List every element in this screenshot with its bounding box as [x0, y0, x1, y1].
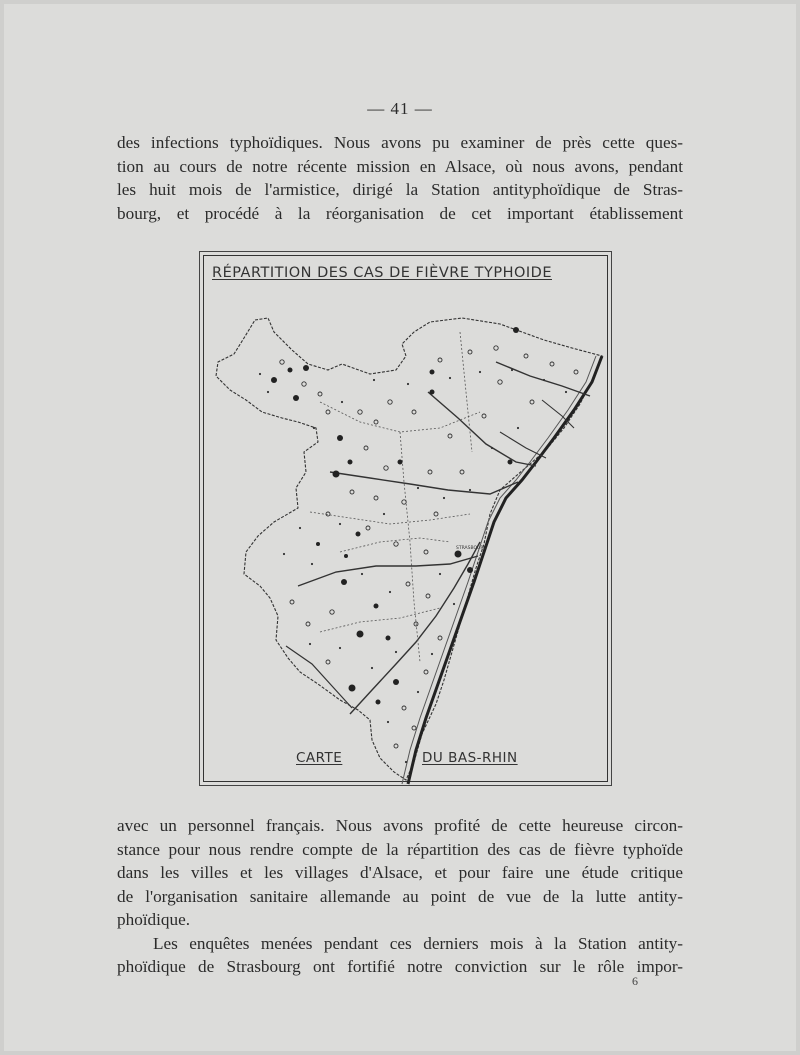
text-line: dans les villes et les villages d'Alsace, et pour faire une étude critique [117, 863, 683, 882]
text-line: tion au cours de notre récente mission en Alsace, où nous avons, pendant [117, 156, 683, 176]
river-ill [350, 542, 480, 714]
region-outline [216, 318, 602, 780]
text-line: Les enquêtes menées pendant ces derniers mois à la Station antity- [153, 933, 683, 953]
text-line: phoïdique. [117, 910, 191, 929]
text-line: phoïdique de Strasbourg ont fortifié notre conviction sur le rôle impor- [117, 957, 683, 976]
map-label-carte: CARTE [296, 750, 343, 766]
rhine-river [408, 356, 602, 784]
text-line: stance pour nous rendre compte de la répartition des cas de fièvre typhoïde [117, 839, 683, 859]
river-moder [428, 392, 536, 466]
paragraph-intro [117, 131, 683, 225]
river-lauter [496, 362, 590, 396]
text-line: avec un personnel français. Nous avons profité de cette heureuse circon- [117, 816, 683, 835]
river-bruche [298, 556, 478, 586]
river-zorn [330, 472, 518, 494]
page-number: — 41 — [367, 99, 433, 118]
text-line: de l'organisation sanitaire allemande au point de vue de la lutte antity- [117, 886, 683, 906]
city-label-strasbourg: STRASBOURG [456, 546, 487, 551]
text-line: bourg, et procédé à la réorganisation de cet important établissement [117, 203, 683, 223]
bas-rhin-map [200, 252, 611, 785]
map-figure [199, 251, 612, 786]
text-line: des infections typhoïdiques. Nous avons pu examiner de près cette ques- [117, 133, 683, 152]
map-title: RÉPARTITION DES CAS DE FIÈVRE TYPHOIDE [212, 265, 552, 281]
map-label-bas-rhin: DU BAS-RHIN [422, 750, 518, 766]
paragraph-main [117, 814, 683, 979]
text-line: les huit mois de l'armistice, dirigé la Station antityphoïdique de Stras- [117, 180, 683, 199]
signature-mark: 6 [632, 974, 638, 988]
